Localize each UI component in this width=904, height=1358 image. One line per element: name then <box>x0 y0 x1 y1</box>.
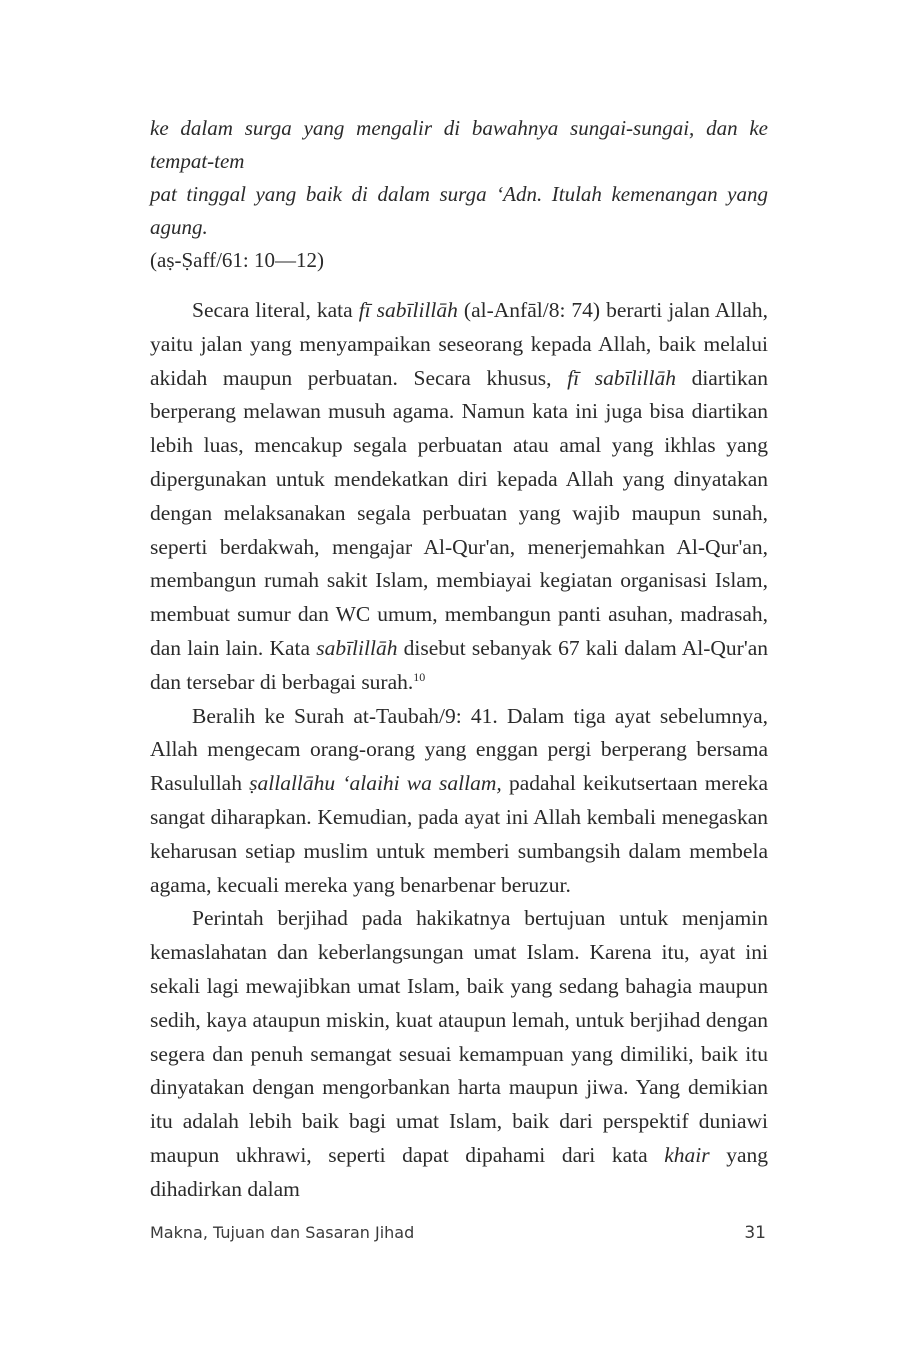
verse-line-1: ke dalam surga yang mengalir di bawahnya sungai-sungai, dan ke tempat-tem <box>150 116 768 173</box>
footnote-marker: 10 <box>413 669 426 684</box>
paragraph-1-text-4: disebut sebanyak 67 kali dalam Al-Qur'an dan tersebar di berbagai surah. <box>150 635 768 694</box>
page-number: 31 <box>744 1223 766 1243</box>
term-khair: khair <box>664 1142 710 1167</box>
paragraph-1-text-1: Secara literal, kata <box>192 298 359 322</box>
paragraph-3-text-2: yang dihadirkan dalam <box>150 1142 769 1201</box>
verse-reference: (aṣ-Ṣaff/61: 10—12) <box>150 248 324 272</box>
paragraph-1 <box>150 294 768 700</box>
paragraph-2-text-2: padahal keikutsertaan mereka sangat diharapkan. Kemudian, pada ayat ini Allah kembali menegaskan keharusan setiap muslim untuk memberi sumbangsih dalam membela agama, kecuali mereka yang benarbenar beruzur. <box>150 771 769 897</box>
paragraph-3 <box>150 902 768 1206</box>
page-footer <box>150 1223 768 1247</box>
paragraph-2 <box>150 700 768 903</box>
verse-line-2: pat tinggal yang baik di dalam surga ‘Adn. Itulah kemenangan yang agung. <box>150 182 768 239</box>
term-sallallahu: ṣallallāhu ‘alaihi wa sallam, <box>249 771 502 796</box>
term-sabilillah: sabīlillāh <box>316 635 398 660</box>
page-body <box>150 112 768 1207</box>
term-fi-sabilillah: fī sabīlillāh <box>358 298 458 322</box>
paragraph-1-text-3: diartikan berperang melawan musuh agama. Namun kata ini juga bisa diartikan lebih luas, mencakup segala perbuatan atau amal yang ikhlas yang dipergunakan untuk mendekatkan diri kepada Allah yang dinyatakan dengan melaksanakan segala perbuatan yang wajib maupun sunah, seperti berdakwah, mengajar Al-Qur'an, menerjemahkan Al-Qur'an, membangun rumah sakit Islam, membiayai kegiatan organisasi Islam, membuat sumur dan WC umum, membangun panti asuhan, madrasah, dan lain lain. Kata <box>150 365 768 660</box>
paragraph-2-text-1: Beralih ke Surah at-Taubah/9: 41. Dalam tiga ayat sebelumnya, Allah mengecam orang-orang yang enggan pergi berperang bersama Rasulullah <box>150 703 768 796</box>
running-title: Makna, Tujuan dan Sasaran Jihad <box>150 1223 415 1242</box>
verse-quote <box>150 112 768 277</box>
term-fi-sabilillah-2: fī sabīlillāh <box>567 365 676 390</box>
paragraph-1-text-2: (al-Anfāl/8: 74) berarti jalan Allah, yaitu jalan yang menyampaikan seseorang kepada Allah, baik melalui akidah maupun perbuatan. Secara khusus, <box>150 298 769 390</box>
paragraph-3-text-1: Perintah berjihad pada hakikatnya bertujuan untuk menjamin kemaslahatan dan keberlangsungan umat Islam. Karena itu, ayat ini sekali lagi mewajibkan umat Islam, baik yang sedang bahagia maupun sedih, kaya ataupun miskin, kuat ataupun lemah, untuk berjihad dengan segera dan penuh semangat sesuai kemampuan yang dimiliki, baik itu dinyatakan dengan mengorbankan harta maupun jiwa. Yang demikian itu adalah lebih baik bagi umat Islam, baik dari perspektif duniawi maupun ukhrawi, seperti dapat dipahami dari kata <box>150 906 768 1167</box>
